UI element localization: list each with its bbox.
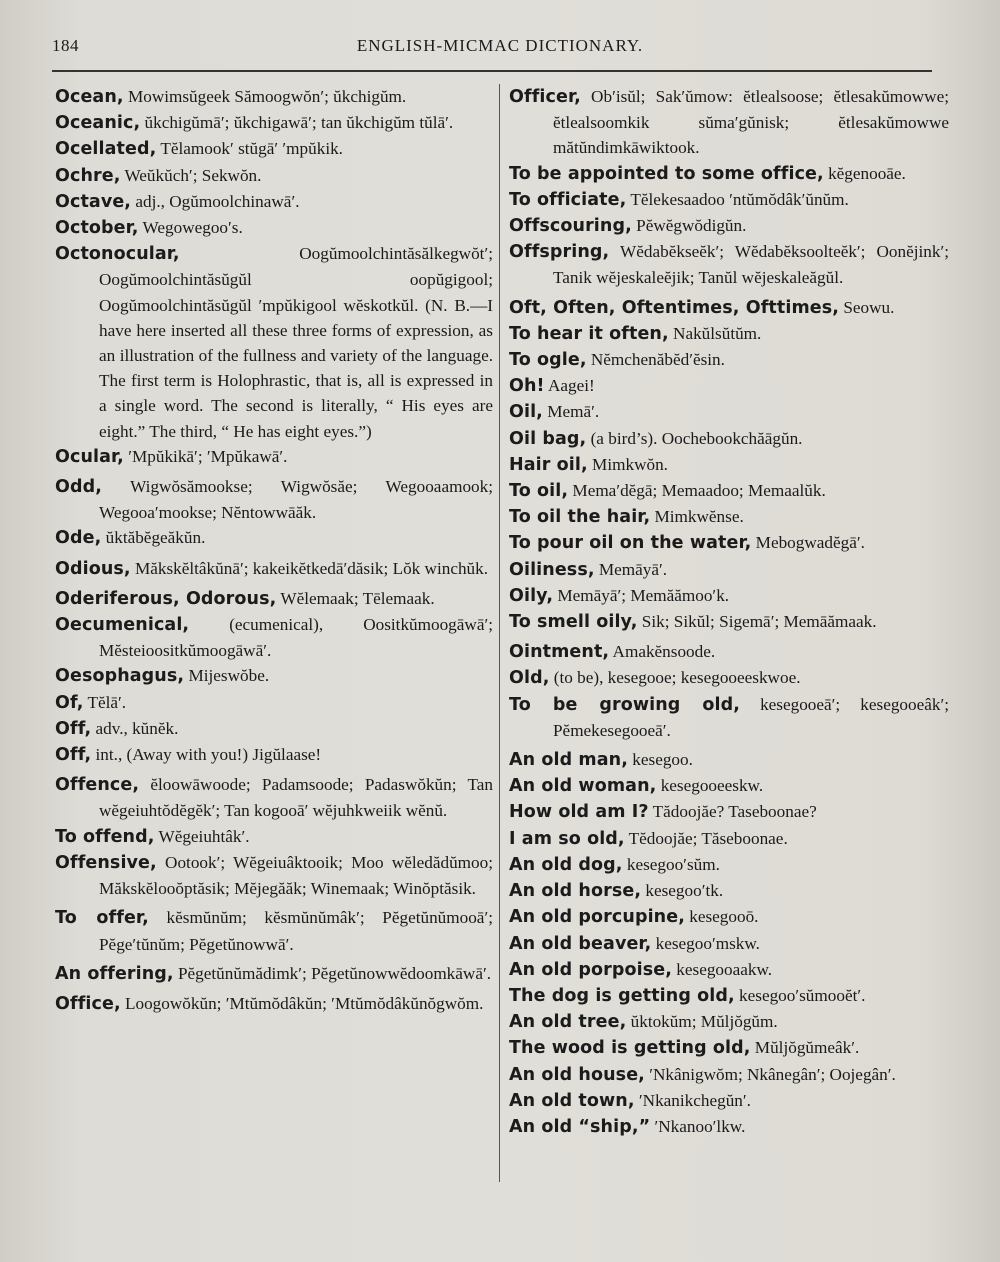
page-number: 184 [52, 36, 79, 55]
entry-headword: To officiate, [509, 189, 627, 210]
entry-headword: An old porcupine, [509, 907, 685, 928]
dictionary-entry [509, 799, 949, 825]
dictionary-entry [55, 824, 493, 850]
dictionary-entry [55, 690, 493, 716]
entry-headword: Oil bag, [509, 428, 587, 449]
dictionary-entry [509, 852, 949, 878]
dictionary-entry [509, 1009, 949, 1035]
entry-headword: Octave, [55, 191, 132, 212]
dictionary-entry [509, 957, 949, 983]
entry-definition: Sik; Sikŭl; Sigemā′; Memāămaak. [637, 612, 877, 632]
dictionary-entry [509, 583, 949, 609]
dictionary-entry [509, 213, 949, 239]
dictionary-entry [509, 530, 949, 556]
dictionary-entry [509, 426, 949, 452]
entry-definition: Wĕgeiuhtâk′. [154, 826, 250, 846]
dictionary-entry [509, 399, 949, 425]
entry-definition: Memā′. [542, 402, 600, 422]
entry-headword: Odious, [55, 558, 131, 579]
entry-headword: Oecumenical, [55, 615, 190, 636]
dictionary-entry [509, 692, 949, 743]
dictionary-entry [55, 525, 493, 551]
entry-definition: Ob′isŭl; Sak′ŭmow: ĕtlealsoose; ĕtlesakŭmowwe; ĕtlealsoomkik sŭma′gŭnisk; ĕtlesakŭmowwe mătŭndimkāwiktook. [553, 87, 949, 158]
dictionary-entry [509, 983, 949, 1009]
entry-headword: Ocular, [55, 446, 124, 467]
dictionary-entry [509, 878, 949, 904]
dictionary-entry [55, 163, 493, 189]
entry-definition: Memāyā′. [594, 559, 668, 579]
entry-headword: Oft, Often, Oftentimes, Ofttimes, [509, 297, 840, 318]
entry-definition: kesegooaakw. [672, 959, 773, 979]
entry-headword: Ode, [55, 528, 102, 549]
dictionary-entry [509, 665, 949, 691]
entry-definition: ′Nkanoo′lkw. [650, 1116, 746, 1136]
entry-headword: To be appointed to some office, [509, 163, 824, 184]
dictionary-entry [509, 609, 949, 635]
entry-definition: Mebogwadĕgā′. [751, 533, 865, 553]
entry-headword: To offend, [55, 826, 155, 847]
dictionary-entry [509, 1088, 949, 1114]
dictionary-entry [55, 772, 493, 823]
entry-headword: To be growing old, [509, 694, 740, 715]
dictionary-entry [509, 347, 949, 373]
dictionary-entry [509, 84, 949, 161]
entry-definition: kesegoo′mskw. [651, 933, 760, 953]
entry-headword: To offer, [55, 908, 149, 929]
entry-headword: Hair oil, [509, 454, 588, 475]
entry-definition: Pĕwĕgwŏdigŭn. [631, 216, 747, 236]
dictionary-entry [509, 639, 949, 665]
header-rule [52, 70, 932, 72]
entry-definition: Memāyā′; Memăămoo′k. [553, 585, 730, 605]
entry-headword: Oesophagus, [55, 666, 185, 687]
dictionary-entry [509, 295, 949, 321]
dictionary-entry [55, 663, 493, 689]
entry-headword: An old porpoise, [509, 959, 672, 980]
entry-definition: Wegowegoo′s. [138, 218, 243, 238]
entry-headword: To pour oil on the water, [509, 533, 752, 554]
entry-headword: An old man, [509, 750, 628, 771]
dictionary-entry [55, 556, 493, 582]
entry-headword: Officer, [509, 87, 581, 107]
entry-definition: Tĕlekesaadoo ′ntŭmŏdâk′ŭnŭm. [626, 189, 849, 209]
column-divider [499, 84, 500, 1182]
entry-headword: Odd, [55, 477, 102, 498]
dictionary-entry [509, 826, 949, 852]
dictionary-entry [509, 1062, 949, 1088]
dictionary-entry [509, 321, 949, 347]
entry-definition: ′Nkanikchegŭn′. [634, 1090, 751, 1110]
dictionary-entry [55, 241, 493, 444]
entry-headword: Offensive, [55, 852, 157, 873]
dictionary-entry [509, 504, 949, 530]
entry-definition: kesegooeā′; kesegooeâk′; Pĕmekesegooeā′. [553, 694, 949, 740]
dictionary-entry [509, 187, 949, 213]
entry-headword: Ointment, [509, 642, 610, 663]
entry-definition: kesegoo′sŭmooĕt′. [734, 985, 866, 1005]
dictionary-entry [509, 478, 949, 504]
page-header [52, 36, 948, 62]
entry-definition: Wĕdabĕkseĕk′; Wĕdabĕksoolteĕk′; Oonĕjink′; Tanik wĕjeskaleĕjik; Tanŭl wĕjeskaleăgŭl. [553, 242, 949, 288]
entry-definition: ĕloowāwoode; Padamsoode; Padaswŏkŭn; Tan wĕgeiuhtŏdĕgĕk′; Tan kogooā′ wĕjuhkweiik wĕnŭ. [99, 775, 493, 821]
entry-definition: Mimkwĕnse. [650, 507, 744, 527]
entry-headword: Ocean, [55, 87, 124, 107]
dictionary-entry [509, 931, 949, 957]
entry-definition: Mŭljŏgŭmeâk′. [750, 1038, 860, 1058]
dictionary-entry [509, 161, 949, 187]
entry-definition: Amakĕnsoode. [609, 642, 716, 662]
entry-definition: Nakŭlsŭtŭm. [668, 323, 762, 343]
entry-headword: Oceanic, [55, 113, 141, 134]
entry-headword: Oily, [509, 585, 554, 606]
entry-definition: Tĕdoojăe; Tăseboonae. [624, 828, 788, 848]
dictionary-entry [55, 84, 493, 110]
running-title: ENGLISH-MICMAC DICTIONARY. [356, 36, 644, 55]
entry-definition: ŭktăbĕgeăkŭn. [101, 528, 206, 548]
left-column [55, 84, 493, 1017]
right-column [509, 84, 949, 1140]
entry-definition: Pĕgetŭnŭmădimk′; Pĕgetŭnowwĕdoomkāwā′. [173, 963, 492, 983]
entry-headword: An old “ship,” [509, 1116, 651, 1137]
entry-headword: The wood is getting old, [509, 1038, 751, 1059]
dictionary-entry [509, 239, 949, 290]
entry-definition: Nĕmchenăbĕd′ĕsin. [586, 350, 725, 370]
entry-definition: ŭktokŭm; Mŭljŏgŭm. [626, 1012, 778, 1032]
entry-definition: (ecumenical), Oositkŭmoogāwā′; Mĕsteioositkŭmoogāwā′. [99, 615, 493, 661]
entry-headword: Off, [55, 745, 92, 766]
entry-headword: An old beaver, [509, 933, 652, 954]
entry-headword: To ogle, [509, 350, 587, 371]
dictionary-entry [55, 189, 493, 215]
dictionary-entry [509, 452, 949, 478]
entry-definition: kesegoo′sŭm. [622, 854, 720, 874]
entry-headword: An old dog, [509, 854, 623, 875]
entry-headword: The dog is getting old, [509, 985, 735, 1006]
entry-headword: An offering, [55, 963, 174, 984]
entry-headword: An old horse, [509, 881, 642, 902]
entry-definition: ′Mpŭkikā′; ′Mpŭkawā′. [123, 446, 288, 466]
dictionary-entry [55, 612, 493, 663]
entry-definition: kĕgenooāe. [823, 163, 906, 183]
entry-headword: Ocellated, [55, 139, 157, 160]
entry-definition: kesegooeeskw. [656, 776, 764, 796]
entry-definition: Tĕlamook′ stŭgā′ ′mpŭkik. [156, 139, 343, 159]
entry-headword: Off, [55, 718, 92, 739]
entry-definition: Aagei! [544, 376, 595, 396]
entry-definition: Mijeswŏbe. [184, 666, 270, 686]
entry-headword: Old, [509, 668, 550, 689]
entry-headword: To oil the hair, [509, 507, 651, 528]
entry-definition: kĕsmŭnŭm; kĕsmŭnŭmâk′; Pĕgetŭnŭmooā′; Pĕge′tŭnŭm; Pĕgetŭnowwā′. [99, 908, 493, 954]
dictionary-entry [55, 110, 493, 136]
entry-definition: kesegoo′tk. [641, 881, 724, 901]
entry-definition: Ootook′; Wĕgeiuâktooik; Moo wĕledădŭmoo; Măkskĕlooŏptăsik; Mĕjegăăk; Winemaak; Winŏptăsik. [99, 852, 493, 899]
entry-definition: kesegooō. [684, 907, 759, 927]
entry-headword: An old woman, [509, 776, 657, 797]
entry-definition: Wĕlemaak; Tēlemaak. [276, 588, 435, 608]
entry-definition: Mowimsŭgeek Sămoogwŏn′; ŭkchigŭm. [123, 87, 407, 106]
entry-definition: adj., Ogŭmoolchinawā′. [131, 191, 300, 211]
entry-headword: Oil, [509, 402, 543, 423]
entry-definition: Weŭkŭch′; Sekwŏn. [120, 165, 262, 185]
dictionary-entry [509, 1114, 949, 1140]
dictionary-entry [55, 215, 493, 241]
entry-headword: An old house, [509, 1064, 645, 1085]
entry-headword: Oiliness, [509, 559, 595, 580]
dictionary-entry [55, 586, 493, 612]
entry-headword: To oil, [509, 481, 569, 502]
entry-definition: Mema′dĕgā; Memaadoo; Memaalŭk. [568, 481, 826, 501]
entry-headword: Office, [55, 993, 121, 1014]
dictionary-entry [55, 991, 493, 1017]
entry-headword: An old town, [509, 1090, 635, 1111]
entry-headword: Offence, [55, 775, 140, 796]
entry-definition: Măkskĕltâkŭnā′; kakeikĕtkedā′dăsik; Lŏk winchŭk. [130, 558, 489, 578]
dictionary-entry [509, 557, 949, 583]
entry-definition: Wigwŏsămookse; Wigwŏsăe; Wegooaamook; Wegooa′mookse; Nĕntowwāăk. [99, 477, 493, 523]
entry-headword: I am so old, [509, 828, 625, 849]
dictionary-entry [55, 742, 493, 768]
dictionary-entry [509, 773, 949, 799]
entry-definition: Oogŭmoolchintăsălkegwŏt′; Oogŭmoolchintăsŭgŭl oopŭgigool; Oogŭmoolchintăsŭgŭl ′mpŭkigool wĕskotkŭl. (N. B.—I have here inserted all these three forms of expression, as an illustration of the fullness and variety of the language. The first term is Holophrastic, that is, all is expressed in a single word. The second is literally, “ His eyes are eight.” The third, “ He has eight eyes.”) [99, 244, 493, 441]
dictionary-entry [55, 716, 493, 742]
entry-definition: Seowu. [839, 297, 895, 317]
entry-headword: To hear it often, [509, 323, 669, 344]
dictionary-entry [509, 747, 949, 773]
dictionary-entry [55, 961, 493, 987]
dictionary-entry [55, 850, 493, 901]
dictionary-entry [55, 444, 493, 470]
entry-headword: An old tree, [509, 1012, 627, 1033]
entry-definition: Mimkwŏn. [587, 454, 668, 474]
entry-headword: October, [55, 218, 139, 239]
dictionary-entry [509, 904, 949, 930]
dictionary-entry [509, 1035, 949, 1061]
dictionary-entry [55, 905, 493, 956]
entry-headword: Offspring, [509, 242, 610, 263]
entry-headword: Oderiferous, Odorous, [55, 588, 277, 609]
entry-headword: To smell oily, [509, 612, 638, 633]
entry-definition: adv., kŭnĕk. [91, 718, 179, 738]
entry-definition: (a bird’s). Oochebookchăāgŭn. [586, 428, 803, 448]
dictionary-entry [55, 136, 493, 162]
entry-headword: Ochre, [55, 165, 121, 186]
entry-headword: Offscouring, [509, 216, 632, 237]
entry-definition: Loogowŏkŭn; ′Mtŭmŏdâkŭn; ′Mtŭmŏdâkŭnŏgwŏm. [120, 993, 484, 1013]
entry-definition: kesegoo. [628, 750, 693, 770]
entry-definition: int., (Away with you!) Jigŭlaase! [91, 745, 322, 765]
entry-definition: ′Nkânigwŏm; Nkânegân′; Oojegân′. [644, 1064, 896, 1084]
entry-definition: (to be), kesegooe; kesegooeeskwoe. [549, 668, 801, 688]
entry-headword: Octonocular, [55, 244, 180, 265]
entry-headword: How old am I? [509, 802, 649, 823]
entry-headword: Of, [55, 692, 84, 713]
entry-headword: Oh! [509, 376, 545, 397]
entry-definition: ŭkchigŭmā′; ŭkchigawā′; tan ŭkchigŭm tŭlā′. [140, 113, 454, 133]
dictionary-entry [55, 474, 493, 525]
entry-definition: Tădoojăe? Taseboonae? [648, 802, 817, 822]
dictionary-entry [509, 373, 949, 399]
entry-definition: Tĕlā′. [83, 692, 127, 712]
